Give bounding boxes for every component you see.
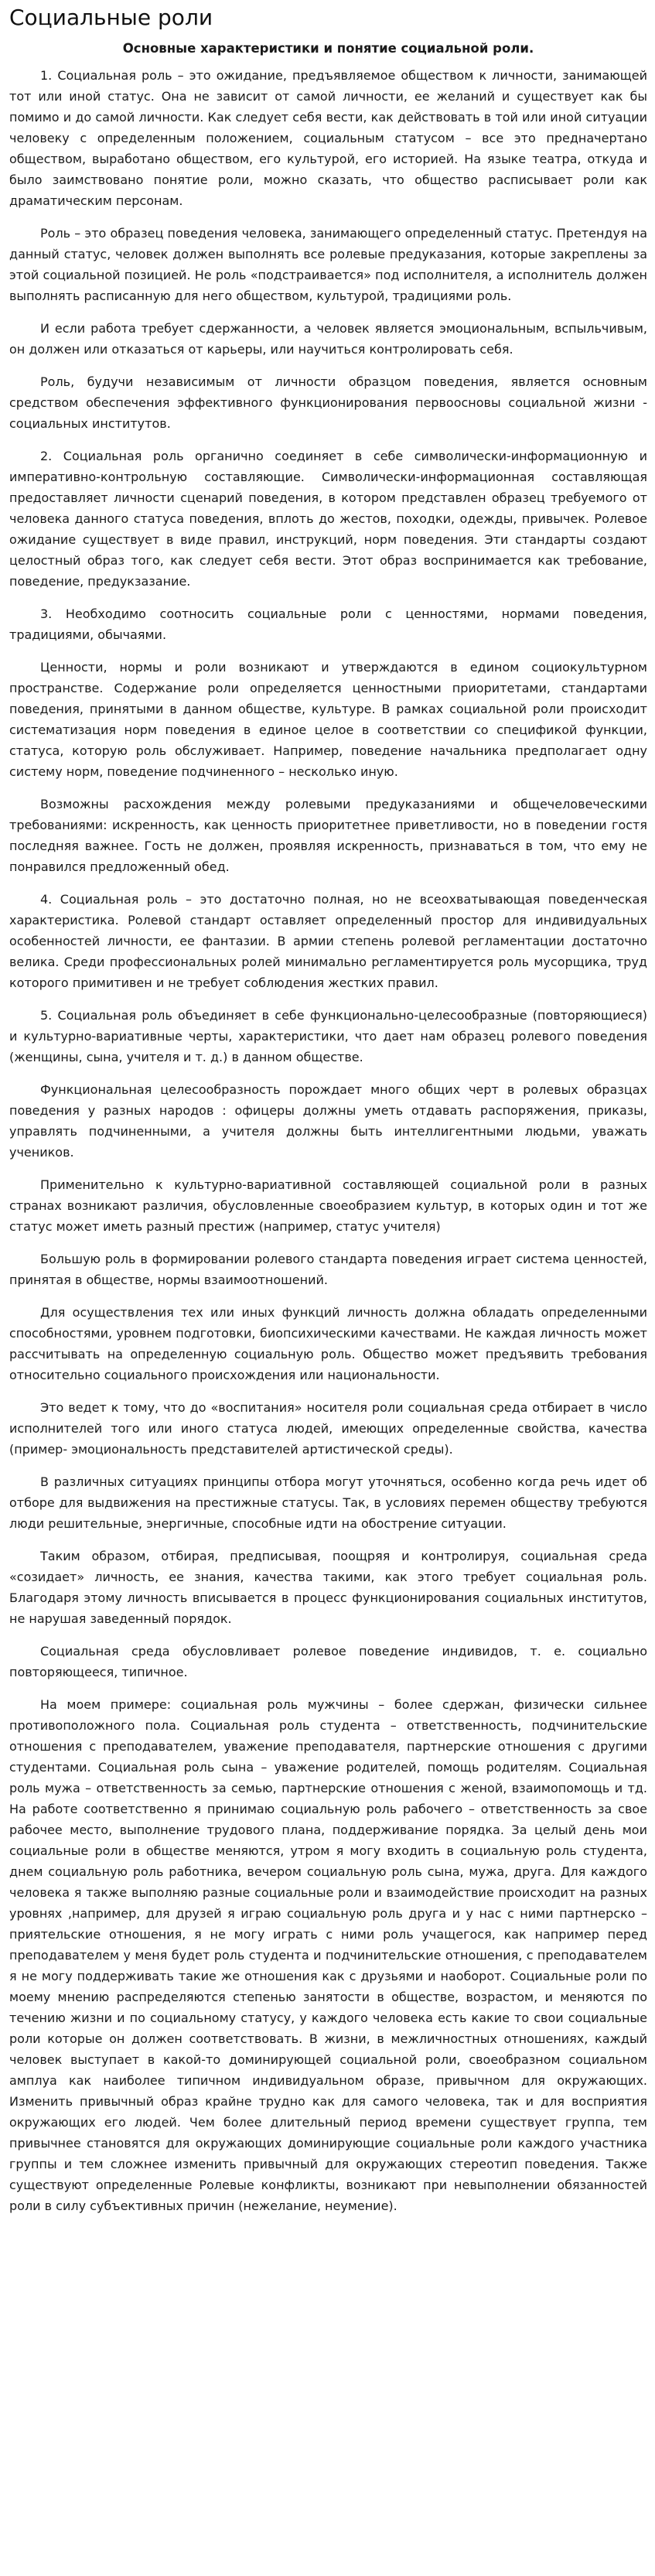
- paragraph-divergence: Возможны расхождения между ролевыми предуказаниями и общечеловеческими требованиями: искренность, как ценность приоритетнее приветливости, но в поведении гостя последняя важнее. Гость не должен, проявляя искренность, признаваться в том, что ему не понравился предложенный обед.: [9, 797, 647, 874]
- paragraph-values-norms: 3. Необходимо соотносить социальные роли с ценностями, нормами поведения, традициями, обычаями.: [9, 606, 647, 642]
- paragraph-cultural-variation: Применительно к культурно-вариативной составляющей социальной роли в разных странах возникают различия, обусловленные своеобразием культур, в которых один и тот же статус может иметь разный престиж (например, статус учителя): [9, 1177, 647, 1234]
- paragraph-selection: Это ведет к тому, что до «воспитания» носителя роли социальная среда отбирает в число исполнителей того или иного статуса людей, имеющих определенные свойства, качества (пример- эмоциональность представителей артистической среды).: [9, 1400, 647, 1457]
- paragraph-social-institutions: Роль, будучи независимым от личности образцом поведения, является основным средством обеспечения эффективного функционирования первоосновы социальной жизни - социальных институтов.: [9, 374, 647, 431]
- paragraph-conclusion: Таким образом, отбирая, предписывая, поощряя и контролируя, социальная среда «созидает» личность, ее знания, качества такими, как этого требует социальная роль. Благодаря этому личность вписывается в процесс функционирования социальных институтов, не нарушая заведенный порядок.: [9, 1549, 647, 1626]
- paragraph-value-system: Большую роль в формировании ролевого стандарта поведения играет система ценностей, принятая в обществе, нормы взаимоотношений.: [9, 1252, 647, 1287]
- paragraph-functional-cultural: 5. Социальная роль объединяет в себе функционально-целесообразные (повторяющиеся) и культурно-вариативные черты, характеристики, что дает нам образец ролевого поведения (женщины, сына, учителя и т. д.) в данном обществе.: [9, 1008, 647, 1064]
- paragraph-social-environment: Социальная среда обусловливает ролевое поведение индивидов, т. е. социально повторяющееся, типичное.: [9, 1644, 647, 1679]
- paragraph-role-expectation: 1. Социальная роль – это ожидание, предъявляемое обществом к личности, занимающей тот или иной статус. Она не зависит от самой личности, ее желаний и существует как бы помимо и до самой личности. Как следует себя вести, как действовать в той или иной ситуации человеку с определенным положением, социальным статусом – все это предначертано обществом, выработано обществом, его культурой, его историей. На языке театра, откуда и было заимствовано понятие роли, можно сказать, что общество расписывает роли как драматическим персонам.: [9, 68, 647, 208]
- paragraph-sociocultural-space: Ценности, нормы и роли возникают и утверждаются в едином социокультурном пространстве. Содержание роли определяется ценностными приоритетами, стандартами поведения, принятыми в данном обществе, культуре. В рамках социальной роли происходит систематизация норм поведения в единое целое в соответствии со спецификой функции, статуса, которую роль обслуживает. Например, поведение начальника предполагает одну систему норм, поведение подчиненного – несколько иную.: [9, 660, 647, 779]
- paragraph-personal-example: На моем примере: социальная роль мужчины – более сдержан, физически сильнее противоположного пола. Социальная роль студента – ответственность, подчинительские отношения с преподавателем, уважение преподавателя, партнерские отношения с другими студентами. Социальная роль сына – уважение родителей, помощь родителям. Социальная роль мужа – ответственность за семью, партнерские отношения с женой, взаимопомощь и тд. На работе соответственно я принимаю социальную роль рабочего – ответственность за свое рабочее место, выполнение трудового плана, поддерживание порядка. За целый день мои социальные роли в обществе меняются, утром я могу входить в социальную роль студента, днем социальную роль работника, вечером социальную роль сына, мужа, друга. Для каждого человека я также выполняю разные социальные роли и взаимодействие происходит на разных уровнях ,например, для друзей я играю социальную роль друга и у нас с ними партнерско – приятельские отношения, я не могу играть с ними роль учащегося, как например перед преподавателем у меня будет роль студента и подчинительские отношения, с преподавателем я не могу поддерживать такие же отношения как с друзьями и наоборот. Социальные роли по моему мнению распределяются степенью занятости в обществе, возрастом, и меняются по течению жизни и по социальному статусу, у каждого человека есть какие то свои социальные роли которые он должен соответствовать. В жизни, в межличностных отношениях, каждый человек выступает в какой-то доминирующей социальной роли, своеобразном социальном амплуа как наиболее типичном индивидуальном образе, привычном для окружающих. Изменить привычный образ крайне трудно как для самого человека, так и для восприятия окружающих его людей. Чем более длительный период времени существует группа, тем привычнее становятся для окружающих доминирующие социальные роли каждого участника группы и тем сложнее изменить привычный для окружающих стереотип поведения. Также существуют определенные Ролевые конфликты, возникают при невыполнении обязанностей роли в силу субъективных причин (нежелание, неумение).: [9, 1697, 647, 2213]
- page-title: Социальные роли: [9, 5, 213, 30]
- paragraph-selection-principles: В различных ситуациях принципы отбора могут уточняться, особенно когда речь идет об отборе для выдвижения на престижные статусы. Так, в условиях перемен обществу требуются люди решительные, энергичные, способные идти на обострение ситуации.: [9, 1474, 647, 1531]
- paragraph-symbolic-imperative: 2. Социальная роль органично соединяет в себе символически-информационную и императивно-контрольную составляющие. Символически-информационная составляющая предоставляет личности сценарий поведения, в котором представлен образец требуемого от человека данного статуса поведения, вплоть до жестов, походки, одежды, привычек. Ролевое ожидание существует в виде правил, инструкций, норм поведения. Эти стандарты создают целостный образ того, как следует себя вести. Этот образ воспринимается как требование, поведение, предукзазание.: [9, 449, 647, 589]
- paragraph-self-control: И если работа требует сдержанности, а человек является эмоциональным, вспыльчивым, он должен или отказаться от карьеры, или научиться контролировать себя.: [9, 321, 647, 357]
- section-heading: Основные характеристики и понятие социальной роли.: [122, 41, 534, 56]
- paragraph-functional-expediency: Функциональная целесообразность порождает много общих черт в ролевых образцах поведения у разных народов : офицеры должны уметь отдавать распоряжения, приказы, управлять подчиненными, а учителя должны быть интеллигентными людьми, уважать учеников.: [9, 1082, 647, 1160]
- paragraph-role-definition: Роль – это образец поведения человека, занимающего определенный статус. Претендуя на данный статус, человек должен выполнять все ролевые предуказания, которые закреплены за этой социальной позицией. Не роль «подстраивается» под исполнителя, а исполнитель должен выполнять расписанную для него обществом, культурой, традициями роль.: [9, 226, 647, 303]
- paragraph-behavioral-characteristic: 4. Социальная роль – это достаточно полная, но не всеохватывающая поведенческая характеристика. Ролевой стандарт оставляет определенный простор для индивидуальных особенностей личности, ее фантазии. В армии степень ролевой регламентации достаточно велика. Среди профессиональных ролей минимально регламентируется роль мусорщика, труд которого примитивен и не требует соблюдения жестких правил.: [9, 892, 647, 990]
- paragraph-abilities: Для осуществления тех или иных функций личность должна обладать определенными способностями, уровнем подготовки, биопсихическими качествами. Не каждая личность может рассчитывать на определенную социальную роль. Общество может предъявить требования относительно социального происхождения или национальности.: [9, 1305, 647, 1382]
